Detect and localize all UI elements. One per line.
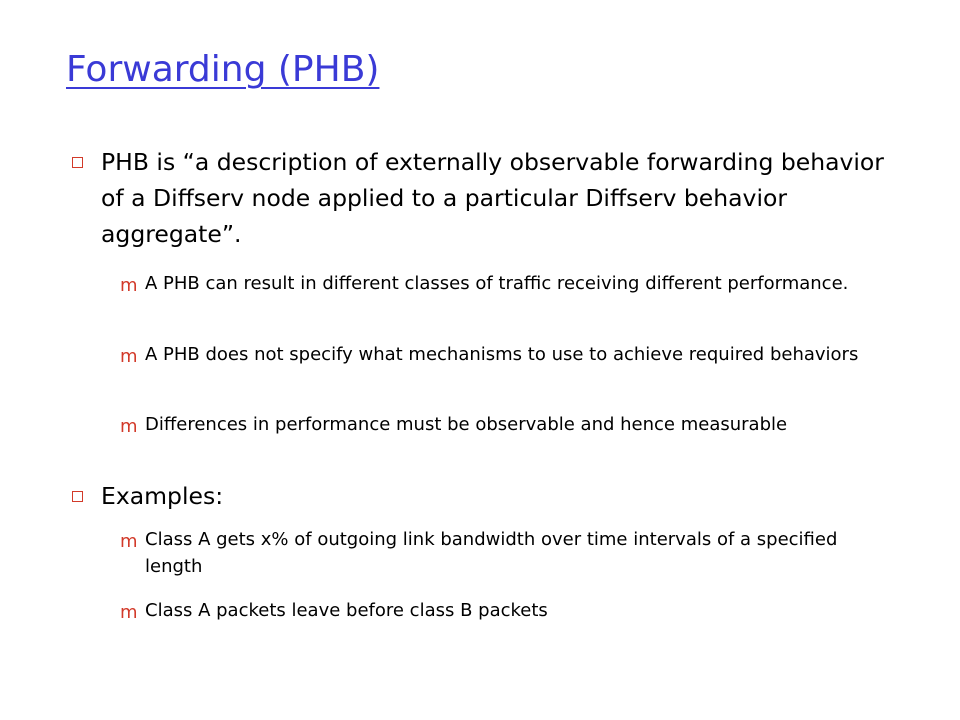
m-bullet-icon: m [120,531,138,552]
bullet-text: Examples: [101,482,224,510]
sub-bullet-text: Class A packets leave before class B packets [145,600,548,621]
m-bullet-icon: m [120,416,138,437]
sub-bullet-item [120,597,880,624]
sub-bullet-text: Differences in performance must be observable and hence measurable [145,414,788,435]
slide-title[interactable]: Forwarding (PHB) [66,49,380,90]
bullet-item [72,144,892,252]
sub-bullet-item [120,341,880,368]
bullet-item [72,478,892,514]
square-bullet-icon [72,491,83,502]
sub-bullet-item [120,411,880,438]
sub-bullet-item [120,526,880,580]
square-bullet-icon [72,157,83,168]
sub-bullet-item [120,270,880,297]
sub-bullet-text: A PHB does not specify what mechanisms to use to achieve required behaviors [145,344,859,365]
m-bullet-icon: m [120,602,138,623]
bullet-text: PHB is “a description of externally observable forwarding behavior of a Diffserv node applied to a particular Diffserv behavior aggregate”. [101,148,884,248]
sub-bullet-text: A PHB can result in different classes of traffic receiving different performance. [145,273,849,294]
m-bullet-icon: m [120,275,138,296]
sub-bullet-text: Class A gets x% of outgoing link bandwidth over time intervals of a specified length [145,529,838,577]
m-bullet-icon: m [120,346,138,367]
